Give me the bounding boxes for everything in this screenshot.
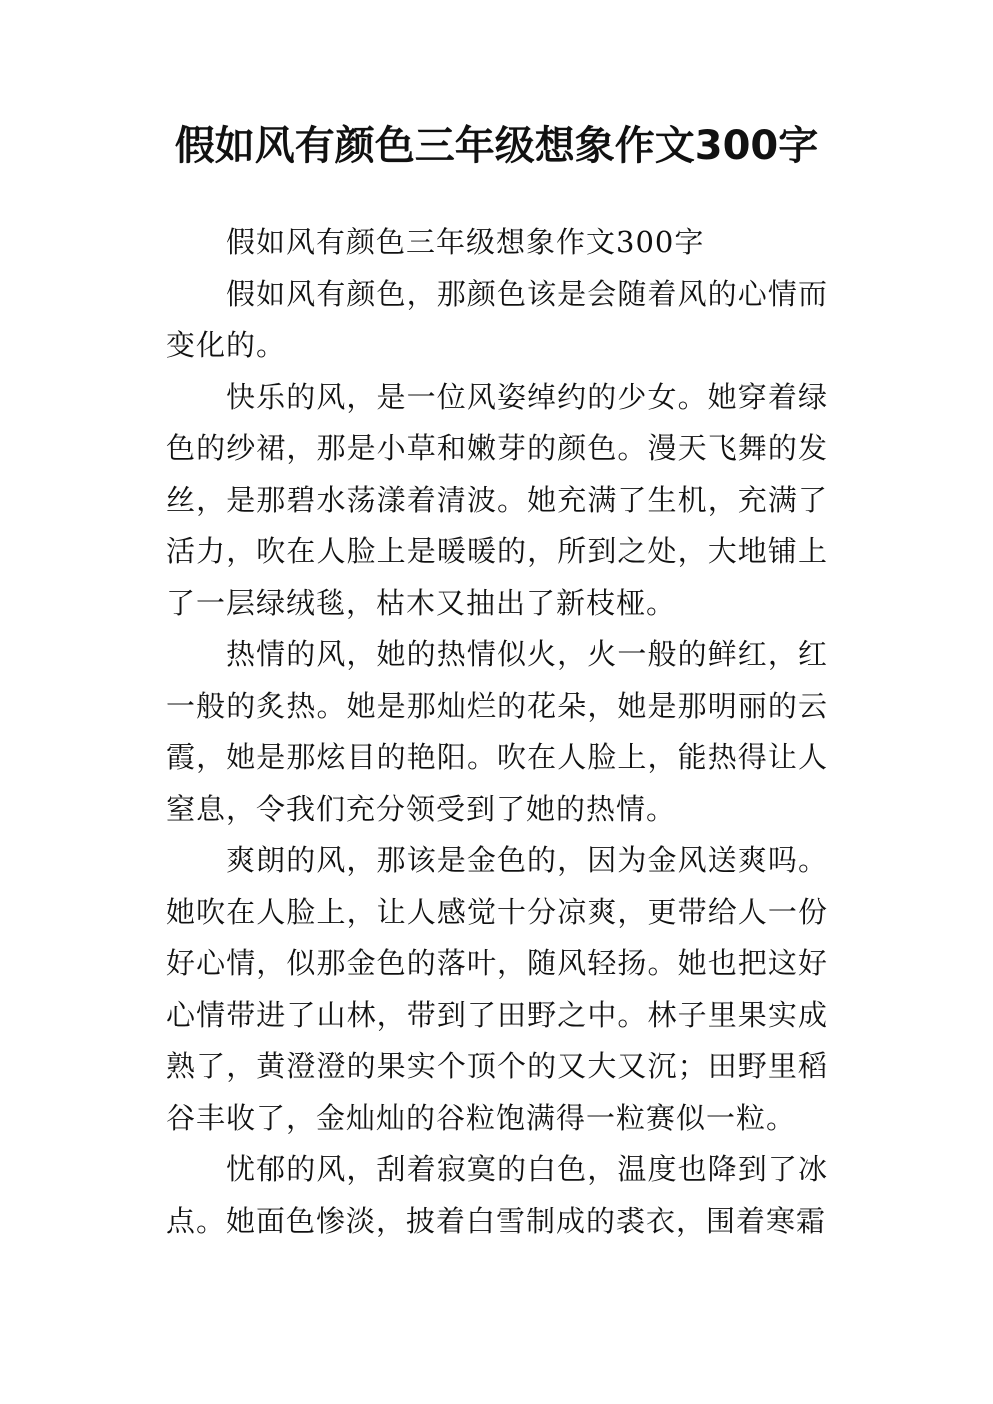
document-title: 假如风有颜色三年级想象作文300字 bbox=[174, 123, 819, 169]
document-body bbox=[166, 217, 828, 1247]
paragraph-passionate-wind: 热情的风，她的热情似火，火一般的鲜红，红一般的炙热。她是那灿烂的花朵，她是那明丽的云霞，她是那炫目的艳阳。吹在人脸上，能热得让人窒息，令我们充分领受到了她的热情。 bbox=[166, 637, 828, 826]
paragraph-cheerful-wind: 爽朗的风，那该是金色的，因为金风送爽吗。她吹在人脸上，让人感觉十分凉爽，更带给人一份好心情，似那金色的落叶，随风轻扬。她也把这好心情带进了山林，带到了田野之中。林子里果实成熟了，黄澄澄的果实个顶个的又大又沉；田野里稻谷丰收了，金灿灿的谷粒饱满得一粒赛似一粒。 bbox=[166, 843, 828, 1135]
paragraph-melancholy-wind: 忧郁的风，刮着寂寞的白色，温度也降到了冰点。她面色惨淡，披着白雪制成的裘衣，围着寒霜 bbox=[166, 1152, 828, 1238]
paragraph-happy-wind: 快乐的风，是一位风姿绰约的少女。她穿着绿色的纱裙，那是小草和嫩芽的颜色。漫天飞舞的发丝，是那碧水荡漾着清波。她充满了生机，充满了活力，吹在人脸上是暖暖的，所到之处，大地铺上了一层绿绒毯，枯木又抽出了新枝桠。 bbox=[166, 379, 828, 620]
paragraph-heading-repeat: 假如风有颜色三年级想象作文300字 bbox=[226, 225, 705, 259]
paragraph-intro: 假如风有颜色，那颜色该是会随着风的心情而变化的。 bbox=[166, 276, 828, 362]
